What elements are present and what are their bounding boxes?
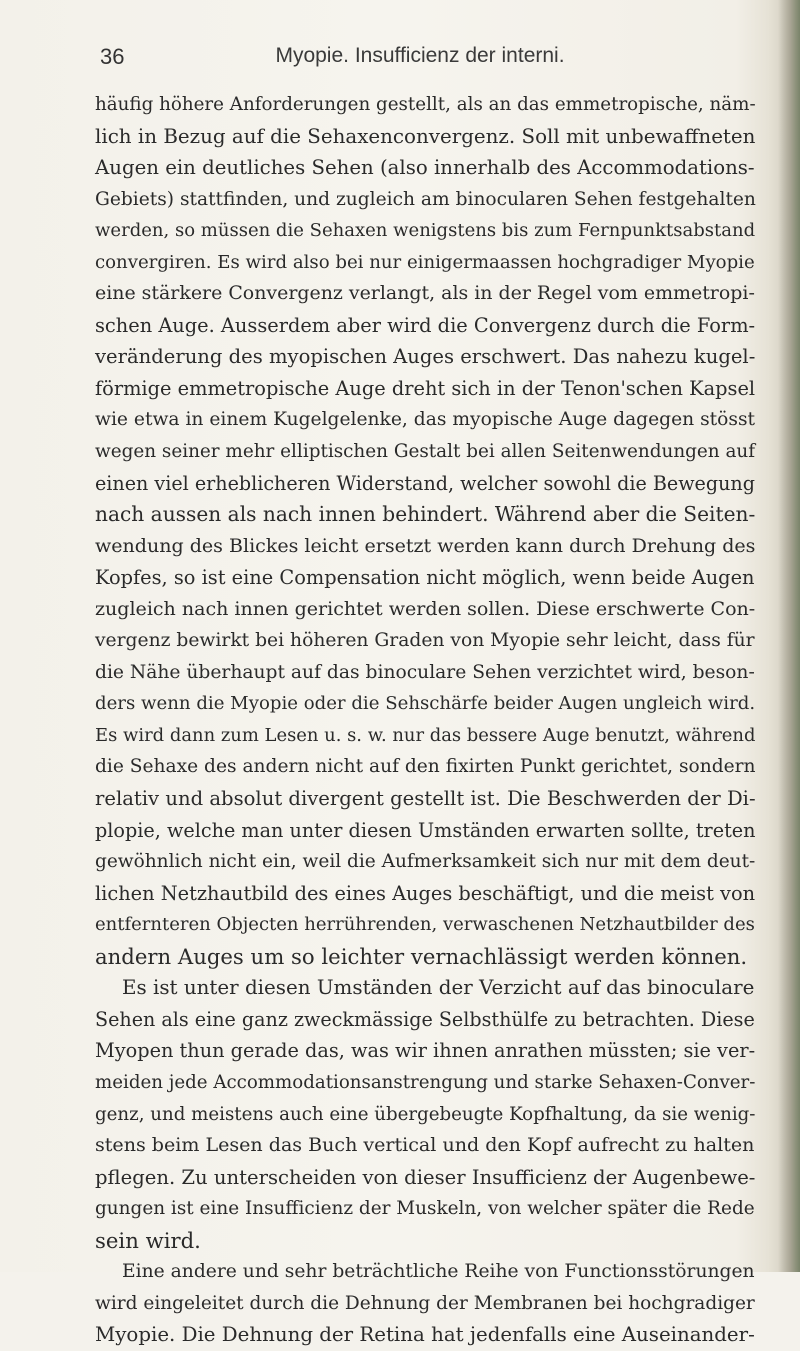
text-line: nach aussen als nach innen behindert. Während aber die Seiten- xyxy=(95,502,756,527)
text-line: stens beim Lesen das Buch vertical und den Kopf aufrecht zu halten xyxy=(95,1134,755,1157)
text-line: förmige emmetropische Auge dreht sich in der Tenon'schen Kapsel xyxy=(95,376,756,400)
text-line: häufig höhere Anforderungen gestellt, als an das emmetropische, näm- xyxy=(95,94,756,115)
paragraph-start-line: Eine andere und sehr beträchtliche Reihe von Functionsstörungen xyxy=(122,1261,755,1283)
text-line: meiden jede Accommodationsanstrengung und starke Sehaxen-Conver- xyxy=(95,1071,756,1093)
text-line: entfernteren Objecten herrührenden, verwaschenen Netzhautbilder des xyxy=(95,914,755,936)
text-line: lichen Netzhautbild des eines Auges beschäftigt, und die meist von xyxy=(95,881,756,905)
page-number: 36 xyxy=(100,44,125,69)
text-line: vergenz bewirkt bei höheren Graden von Myopie sehr leicht, dass für xyxy=(95,630,755,652)
body-text xyxy=(95,89,755,1351)
text-line: gungen ist eine Insufficienz der Muskeln, von welcher später die Rede xyxy=(95,1198,755,1220)
text-line: lich in Bezug auf die Sehaxenconvergenz. Soll mit unbewaffneten xyxy=(95,124,756,148)
paragraph-start-line: Es ist unter diesen Umständen der Verzicht auf das binoculare xyxy=(122,976,755,1000)
text-line: Sehen als eine ganz zweckmässige Selbsthülfe zu betrachten. Diese xyxy=(95,1007,755,1031)
text-line: schen Auge. Ausserdem aber wird die Convergenz durch die Form- xyxy=(95,313,756,337)
text-line: sein wird. xyxy=(95,1227,201,1253)
text-line: Myopen thun gerade das, was wir ihnen anrathen müssten; sie ver- xyxy=(95,1039,756,1063)
text-line: die Nähe überhaupt auf das binoculare Sehen verzichtet wird, beson- xyxy=(95,661,755,683)
text-line: Gebiets) stattfinden, und zugleich am binocularen Sehen festgehalten xyxy=(95,188,756,210)
text-line: convergiren. Es wird also bei nur einigermaassen hochgradiger Myopie xyxy=(95,251,755,273)
text-line: pflegen. Zu unterscheiden von dieser Insufficienz der Augenbewe- xyxy=(95,1165,756,1189)
page-edge-shadow xyxy=(778,0,800,1272)
text-line: Kopfes, so ist eine Compensation nicht möglich, wenn beide Augen xyxy=(95,566,755,590)
text-line: einen viel erheblicheren Widerstand, welcher sowohl die Bewegung xyxy=(95,471,755,495)
text-line: wendung des Blickes leicht ersetzt werden kann durch Drehung des xyxy=(95,534,756,557)
text-line: ders wenn die Myopie oder die Sehschärfe beider Augen ungleich wird. xyxy=(95,693,756,715)
page-header xyxy=(100,44,740,84)
text-line: andern Auges um so leichter vernachlässigt werden können. xyxy=(95,943,748,969)
text-line: Es wird dann zum Lesen u. s. w. nur das bessere Auge benutzt, während xyxy=(95,724,756,746)
text-line: zugleich nach innen gerichtet werden sollen. Diese erschwerte Con- xyxy=(95,597,756,620)
text-line: eine stärkere Convergenz verlangt, als in der Regel vom emmetropi- xyxy=(95,282,755,305)
text-line: genz, und meistens auch eine übergebeugte Kopfhaltung, da sie wenig- xyxy=(95,1103,756,1125)
text-line: gewöhnlich nicht ein, weil die Aufmerksamkeit sich nur mit dem deut- xyxy=(95,851,756,873)
text-line: die Sehaxe des andern nicht auf den fixirten Punkt gerichtet, sondern xyxy=(95,756,756,778)
text-line: plopie, welche man unter diesen Umständen erwarten sollte, treten xyxy=(95,818,756,842)
text-line: Myopie. Die Dehnung der Retina hat jedenfalls eine Auseinander- xyxy=(95,1323,755,1347)
text-line: Augen ein deutliches Sehen (also innerhalb des Accommodations- xyxy=(95,156,755,180)
running-head: Myopie. Insufficienz der interni. xyxy=(275,44,565,67)
text-line: relativ und absolut divergent gestellt ist. Die Beschwerden der Di- xyxy=(95,787,756,811)
text-line: wie etwa in einem Kugelgelenke, das myopische Auge dagegen stösst xyxy=(95,409,756,431)
text-line: werden, so müssen die Sehaxen wenigstens bis zum Fernpunktsabstand xyxy=(95,220,756,242)
text-line: wegen seiner mehr elliptischen Gestalt bei allen Seitenwendungen auf xyxy=(95,441,756,463)
text-line: veränderung des myopischen Auges erschwert. Das nahezu kugel- xyxy=(95,345,756,369)
text-line: wird eingeleitet durch die Dehnung der Membranen bei hochgradiger xyxy=(95,1292,755,1314)
